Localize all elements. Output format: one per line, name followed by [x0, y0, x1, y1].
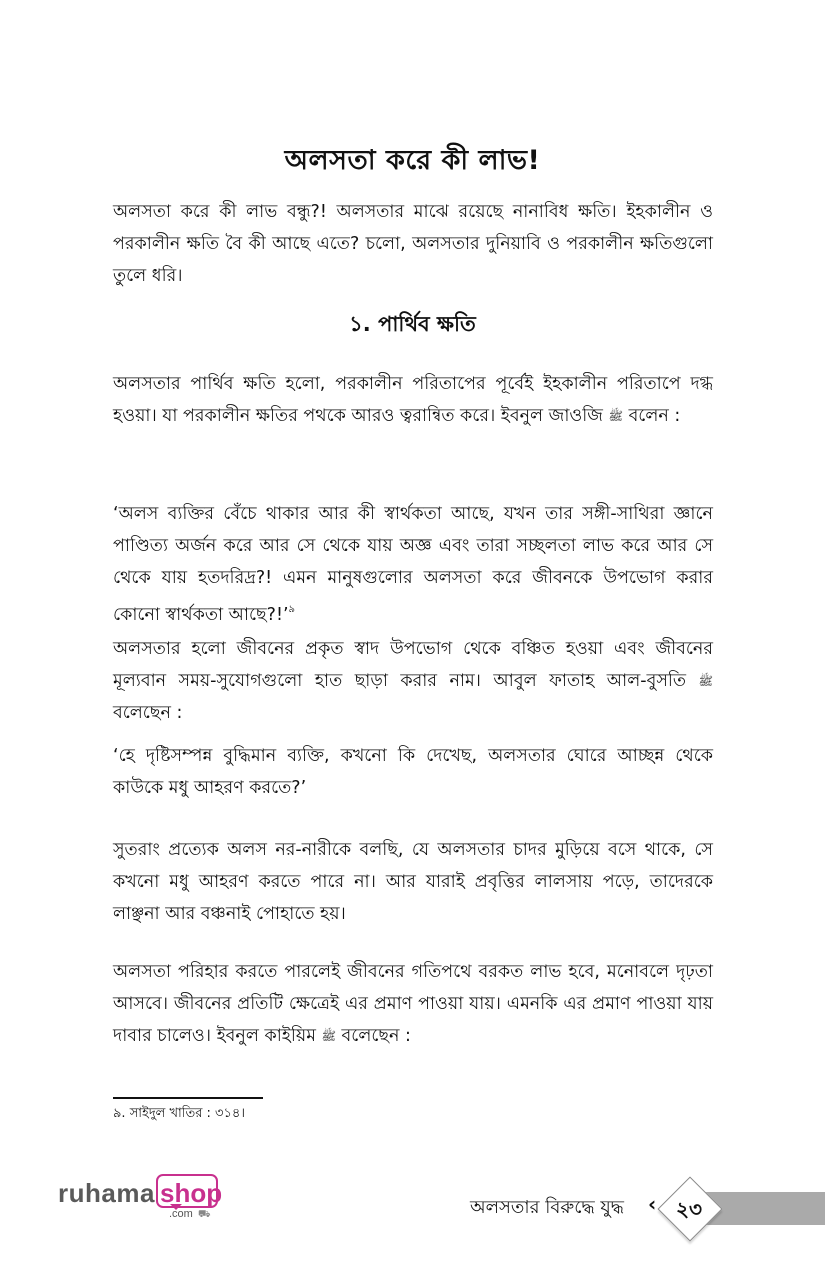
- quote-text: ‘অলস ব্যক্তির বেঁচে থাকার আর কী স্বার্থকতা আছে, যখন তার সঙ্গী-সাথিরা জ্ঞানে পাণ্ডিত্য অর্জন করে আর সে থেকে যায় অজ্ঞ এবং তারা সচ্ছলতা লাভ করে আর সে থেকে যায় হতদরিদ্র?! এমন মানুষগুলোর অলসতা করে জীবনকে উপভোগ করার কোনো স্বার্থকতা আছে?!’: [113, 504, 713, 625]
- page-title: অলসতা করে কী লাভ!: [284, 145, 541, 176]
- footnote-ref[interactable]: ৯: [288, 604, 296, 615]
- paragraph-text: অলসতার পার্থিব ক্ষতি হলো, পরকালীন পরিতাপের পূর্বেই ইহকালীন পরিতাপে দগ্ধ হওয়া। যা পরকালীন ক্ষতির পথকে আরও ত্বরান্বিত করে। ইবনুল জাওজি: [113, 374, 713, 426]
- paragraph-earthly-loss: [113, 368, 713, 432]
- intro-paragraph: অলসতা করে কী লাভ বন্ধু?! অলসতার মাঝে রয়েছে নানাবিধ ক্ষতি। ইহকালীন ও পরকালীন ক্ষতি বৈ কী আছে এতে? চলো, অলসতার দুনিয়াবি ও পরকালীন ক্ষতিগুলো তুলে ধরি।: [113, 202, 713, 286]
- page-number: ২৩: [675, 1197, 702, 1221]
- footnote-divider: [113, 1097, 263, 1099]
- honorific-icon: ﷺ: [608, 409, 623, 423]
- honorific-icon: ﷺ: [321, 1029, 336, 1043]
- logo-text-ruhama: ruhama: [58, 1178, 155, 1208]
- paragraph-text: বলেন :: [623, 406, 681, 426]
- quote-al-busti: ‘হে দৃষ্টিসম্পন্ন বুদ্ধিমান ব্যক্তি, কখনো কি দেখেছ, অলসতার ঘোরে আচ্ছন্ন থেকে কাউকে মধু আহরণ করতে?’: [113, 746, 713, 798]
- chevron-left-icon: ‹: [648, 1192, 657, 1216]
- paragraph-text: অলসতার হলো জীবনের প্রকৃত স্বাদ উপভোগ থেকে বঞ্চিত হওয়া এবং জীবনের মূল্যবান সময়-সুযোগগুলো হাত ছাড়া করার নাম। আবুল ফাতাহ আল-বুসতি: [113, 639, 713, 691]
- running-book-title: অলসতার বিরুদ্ধে যুদ্ধ: [470, 1197, 624, 1218]
- paragraph-honey: সুতরাং প্রত্যেক অলস নর-নারীকে বলছি, যে অলসতার চাদর মুড়িয়ে বসে থাকে, সে কখনো মধু আহরণ করতে পারে না। আর যারাই প্রবৃত্তির লালসায় পড়ে, তাদেরকে লাঞ্ছনা আর বঞ্চনাই পোহাতে হয়।: [113, 840, 713, 924]
- quote-ibn-jawzi: [113, 498, 713, 631]
- paragraph-text: বলেছেন :: [113, 703, 183, 723]
- logo-text-com: .com: [169, 1208, 193, 1220]
- paragraph-text: অলসতা পরিহার করতে পারলেই জীবনের গতিপথে বরকত লাভ হবে, মনোবলে দৃঢ়তা আসবে। জীবনের প্রতিটি ক্ষেত্রেই এর প্রমাণ পাওয়া যায়। এমনকি এর প্রমাণ পাওয়া যায় দাবার চালেও। ইবনুল কাইয়িম: [113, 962, 713, 1046]
- footnote: ৯. সাইদুল খাতির : ৩১৪।: [113, 1106, 246, 1121]
- logo-text-shop: shop: [160, 1178, 223, 1208]
- paragraph-deprived: [113, 633, 713, 729]
- paragraph-barakah: [113, 956, 713, 1052]
- cart-icon: ⛟: [198, 1209, 211, 1220]
- honorific-icon: ﷺ: [698, 674, 713, 688]
- section-heading: ১. পার্থিব ক্ষতি: [349, 312, 476, 336]
- paragraph-text: বলেছেন :: [335, 1026, 411, 1046]
